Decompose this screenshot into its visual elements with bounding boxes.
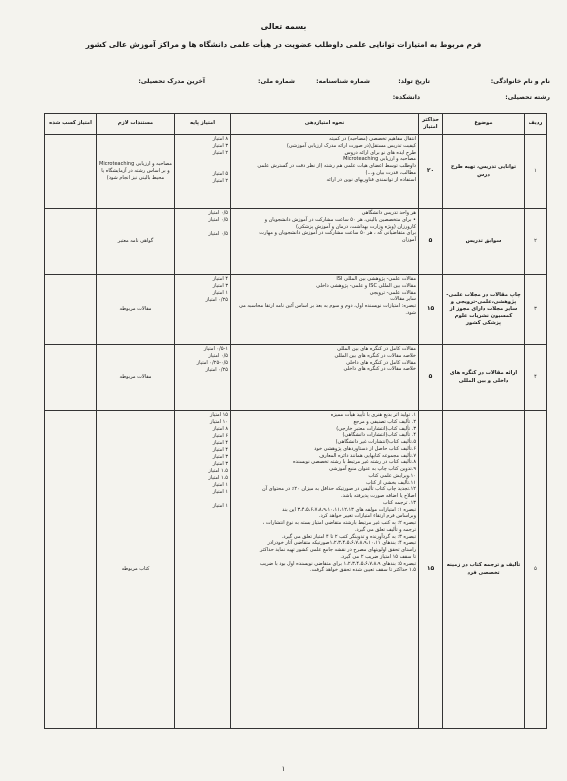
row-earned-score xyxy=(45,275,97,345)
id-number-label: شماره شناسنامه: xyxy=(316,78,370,85)
row-topic: ارائه مقالات در کنگره های داخلی و بین المللی xyxy=(443,345,525,411)
page-number: ۱ xyxy=(281,765,286,773)
score-line: ۱ امتیاز xyxy=(212,503,228,509)
method-line: ۱۱.تألیف بخشی از کتاب xyxy=(365,479,416,486)
method-line: مقالات علمی- پژوهشی بین المللی ISI xyxy=(336,276,416,282)
method-line: ۵.تألیف کتاب(انتشارات غیر دانشگاهی) xyxy=(335,439,416,445)
method-line: آموزان xyxy=(401,237,416,243)
table-row xyxy=(45,135,547,209)
score-line: ۱.۵ امتیاز xyxy=(208,475,228,481)
header-max: حداکثر امتیاز xyxy=(419,114,443,135)
method-line: راستای تحقق اولویتهای مصرح در نقشه جامع علمی کشور تهیه نماید حداکثر xyxy=(260,547,416,553)
method-line: ۱۲.تجدید چاپ کتاب تألیفی در صورتیکه حداقل به میزان ۲۰٪ در محتوای آن xyxy=(261,486,416,493)
row-index: ۵ xyxy=(525,411,547,729)
form-title: فرم مربوط به امتیازات توانایی علمی داوطلب عضویت در هیأت علمی دانشگاه ها و مراکز آموزش عالی کشور xyxy=(85,40,482,49)
method-line: ۱. تولید اثر بدیع هنری با تأیید هیأت ممیزه xyxy=(330,412,416,418)
row-documents: گواهی نامه معتبر xyxy=(97,209,175,275)
score-line xyxy=(177,224,228,231)
row-index: ۴ xyxy=(525,345,547,411)
score-line: ۵ امتیاز xyxy=(212,171,228,177)
row-documents: کتاب مربوطه xyxy=(97,411,175,729)
row-topic: سوابق تدریس xyxy=(443,209,525,275)
table-row xyxy=(45,209,547,275)
method-line: مصاحبه و ارزیابی Microteaching xyxy=(343,156,416,163)
method-line: خلاصه مقالات در کنگره های داخلی xyxy=(343,366,416,373)
row-topic: چاپ مقالات در مجلات علمی- پژوهشی،علمی-ترویجی و سایر مجلات دارای مجوز از کمسیون نشریات علوم پزشکی کشور xyxy=(443,275,525,345)
table-row xyxy=(45,345,547,411)
header-docs: مستندات لازم xyxy=(97,114,175,135)
row-documents: مصاحبه و ارزیابی Microteaching و بر اساس رشته در آزمایشگاه یا محیط بالینی نیز انجام شود) xyxy=(97,135,175,209)
score-line: ۸ امتیاز xyxy=(212,136,228,142)
score-line xyxy=(177,496,228,503)
row-documents: مقالات مربوطه xyxy=(97,345,175,411)
row-index: ۲ xyxy=(525,209,547,275)
row-max-score: ۱۵ xyxy=(419,275,443,345)
score-line: ۴ امتیاز xyxy=(212,447,228,453)
method-line: ترجمه و تألیف تعلق می گیرد. xyxy=(354,526,416,533)
method-line: ۹.تدوین کتاب چاپ به عنوان منبع آموزشی xyxy=(329,466,416,472)
method-line: مقالات کامل در کنگره های داخلی xyxy=(346,359,416,366)
header-bismillah: بسمه تعالی xyxy=(260,22,307,31)
method-line: تبصره ۱: امتیازات مولفه های ۳،۴،۵،۶،۷،۸،۹،۱۰،۱۱،۱۲،۱۳ این بند xyxy=(282,506,416,513)
score-line: ۰/۵-۱ امتیاز xyxy=(203,346,228,352)
table-row xyxy=(45,275,547,345)
row-max-score: ۱۵ xyxy=(419,411,443,729)
row-base-score xyxy=(175,275,231,345)
method-line: ۱۰.ویرایش علمی کتاب xyxy=(368,472,416,479)
score-line: ۰/۲۵-۰/۵ امتیاز xyxy=(196,360,228,366)
row-earned-score xyxy=(45,411,97,729)
method-line: مطالب، قدرت بیان و...) xyxy=(365,169,416,176)
score-line: ۳ امتیاز xyxy=(212,283,228,289)
method-line: ۳. تألیف کتاب(انتشارات معتبر خارجی) xyxy=(336,425,416,432)
score-line: ۲ امتیاز xyxy=(212,150,228,156)
row-earned-score xyxy=(45,135,97,209)
university-label: دانشکده: xyxy=(392,94,420,101)
method-line: ۸.تألیف کتاب در رشته غیر مرتبط با رشته تخصصی نویسنده xyxy=(293,459,416,466)
national-code-label: شماره ملی: xyxy=(257,78,295,85)
method-line: داوطلب توسط اعضای هیات علمی هم رشته (از نظر دقت در گسترش علمی xyxy=(257,163,416,169)
method-line: کارورزان (ویژه وزارت بهداشت، درمان و آموزش پزشکی) xyxy=(296,223,416,230)
method-line: • برای متخصصین بالینی، هر ۵۰ ساعت مشارکت در آموزش دانشجویان و xyxy=(264,216,416,223)
name-label: نام و نام خانوادگی: xyxy=(490,78,550,85)
row-max-score: ۵ xyxy=(419,345,443,411)
method-line: طرح ایده های نو برای ارائه دروس xyxy=(344,149,416,156)
method-line: انتقال مفاهیم تخصصی (مصاحبه) در کمیته xyxy=(329,136,416,142)
score-line: ۳ امتیاز xyxy=(212,461,228,467)
row-method xyxy=(231,411,419,729)
score-line: ۴ امتیاز xyxy=(212,440,228,446)
method-line: اصلاح یا اضافه صورت پذیرفته باشد. xyxy=(341,493,416,499)
method-line: ۱.۵ حداکثر تا سقف تعیین شده تحقق خواهد گرفت. xyxy=(310,567,416,574)
method-line: تا سقف ۱۵ امتیاز ضریب ۲ می گیرد. xyxy=(340,553,416,560)
header-idx: ردیف xyxy=(525,114,547,135)
method-line: تبصره ۴: بندهای ۱،۲،۳،۴،۵،۶،۷،۸،۹،۱۰،۱۱صورتیکه متقاضی آثار خودرادر xyxy=(267,540,416,547)
row-topic: توانایی تدریس، تهیه طرح درس xyxy=(443,135,525,209)
score-table xyxy=(44,113,547,729)
score-line: ۰/۵ امتیاز xyxy=(208,231,228,237)
header-method: نحوه امتیازدهی xyxy=(231,114,419,135)
score-line: ۶ امتیاز xyxy=(212,433,228,439)
method-line: ۴. تألیف کتاب(انتشارات دانشگاهی) xyxy=(342,432,416,439)
row-max-score: ۲۰ xyxy=(419,135,443,209)
score-line: ۳ امتیاز xyxy=(212,143,228,149)
row-base-score xyxy=(175,411,231,729)
row-base-score xyxy=(175,135,231,209)
last-degree-label: آخرین مدرک تحصیلی: xyxy=(138,78,205,85)
field-label: رشته تحصیلی: xyxy=(505,94,550,101)
row-max-score: ۵ xyxy=(419,209,443,275)
row-topic: تألیف و ترجمه کتاب در زمینه تخصصی فرد xyxy=(443,411,525,729)
method-line: تبصره ۵: بندهای ۱،۲،۳،۴،۵،۶،۷،۸،۹ برای متقاضی نویسنده اول بود با ضریب xyxy=(259,560,416,567)
row-method xyxy=(231,209,419,275)
method-line: استفاده از توانمندی فناوریهای نوین در ارائه xyxy=(326,176,416,183)
method-line: ۶.تألیف کتاب حاصل از دستاوردهای پژوهشی خود xyxy=(314,445,416,452)
row-earned-score xyxy=(45,345,97,411)
method-line: کیفیت تدریس مستقل(در صورت ارائه مدرک ارزیابی آموزشی) xyxy=(286,142,416,149)
method-line: برای متقاضیانی که ، هر ۵۰ ساعت مشارکت در آموزش دانشجویان و مهارت xyxy=(259,230,416,237)
birth-date-label: تاریخ تولد: xyxy=(398,78,430,85)
method-line: تبصره ۲: به کتب غیر مرتبط بارشته متقاضی امتیاز بسته به نوع انتشارات ، xyxy=(262,520,416,526)
method-line: مقالات بین المللی ISC و علمی- پژوهشی داخلی xyxy=(316,282,416,289)
row-base-score xyxy=(175,345,231,411)
header-score: امتیاز پایه xyxy=(175,114,231,135)
row-base-score xyxy=(175,209,231,275)
score-line: ۰/۵ امتیاز xyxy=(208,353,228,359)
score-line: ۴ امتیاز xyxy=(212,276,228,282)
score-line: ۱ امتیاز xyxy=(212,482,228,488)
row-documents: مقالات مربوطه xyxy=(97,275,175,345)
score-line: ۰/۵ امتیاز xyxy=(208,210,228,216)
method-line: ۷.تألیف مجموعه کتابهایی همانند دائره المعارف xyxy=(319,452,416,459)
row-index: ۱ xyxy=(525,135,547,209)
row-method xyxy=(231,275,419,345)
score-line xyxy=(177,157,228,164)
row-index: ۳ xyxy=(525,275,547,345)
method-line: وبراساس فرم ارتقاء امتیازات تغییر خواهد کرد. xyxy=(318,513,416,520)
header-earned: امتیاز کسب شده xyxy=(45,114,97,135)
method-line: تبصره ۳: به گردآورنده و تدوینگر کتب ۲ تا ۴ امتیاز تعلق می گیرد. xyxy=(281,533,416,540)
row-method xyxy=(231,345,419,411)
method-line: مقالات کامل در کنگره های بین المللی xyxy=(337,346,416,352)
method-line: خلاصه مقالات در کنگره های بین المللی xyxy=(334,352,416,359)
score-line: ۱.۵ امتیاز xyxy=(208,468,228,474)
row-method xyxy=(231,135,419,209)
score-line: ۰/۲۵ امتیاز xyxy=(205,367,228,373)
score-line: ۰/۲۵ امتیاز xyxy=(205,297,228,303)
method-line: هر واحد تدریس دانشگاهی xyxy=(361,210,416,216)
method-line: ۲. تألیف کتاب تصنیفی و مرجع xyxy=(353,418,416,425)
header-topic: موضوع xyxy=(443,114,525,135)
applicant-row-2 xyxy=(40,94,550,106)
method-line: سایر مقالات xyxy=(390,296,416,303)
row-earned-score xyxy=(45,209,97,275)
applicant-row-1 xyxy=(40,78,550,90)
score-line xyxy=(177,164,228,171)
method-line: مقالات علمی- ترویجی xyxy=(369,289,416,296)
method-line: ۱۳. ترجمه کتاب xyxy=(382,499,416,506)
score-line: ۱۵ امتیاز xyxy=(210,412,228,418)
method-line: تبصره: امتیازات نویسنده اول، دوم و سوم به بعد بر اساس آئین نامه ارتقا محاسبه می شود. xyxy=(238,303,416,316)
score-line: ۸ امتیاز xyxy=(212,426,228,432)
table-header-row xyxy=(45,114,547,135)
score-line: ۱ امتیاز xyxy=(212,489,228,495)
score-line: ۱ امتیاز xyxy=(212,290,228,296)
score-line: ۳ امتیاز xyxy=(212,454,228,460)
table-row xyxy=(45,411,547,729)
score-line: ۰/۵ امتیاز xyxy=(208,217,228,223)
score-line: ۱۰ امتیاز xyxy=(210,419,228,425)
score-line: ۲ امتیاز xyxy=(212,178,228,184)
